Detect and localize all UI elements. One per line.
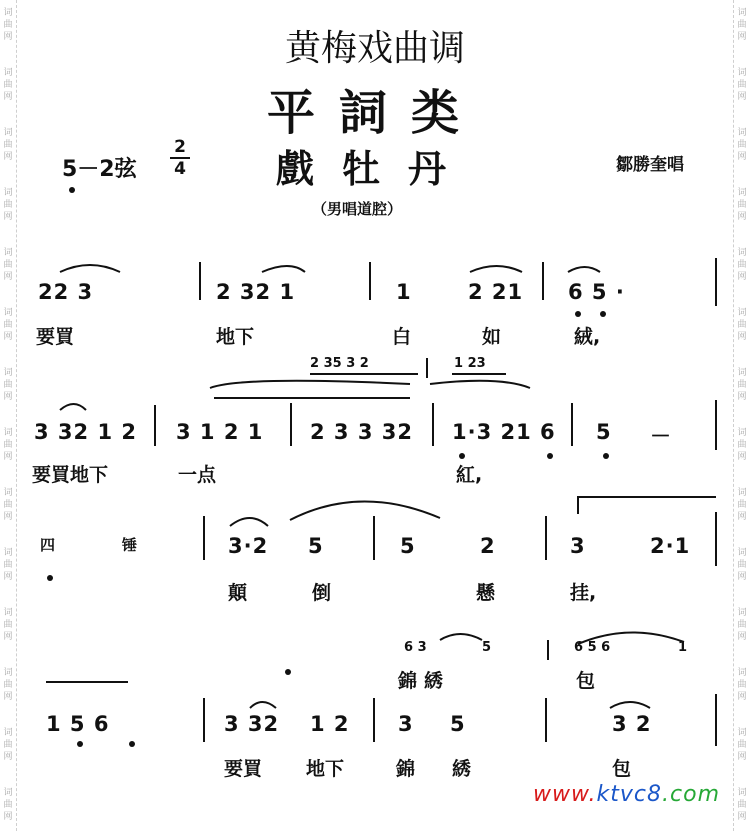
- watermark-char: 曲: [3, 20, 13, 30]
- watermark-char: 网: [737, 392, 747, 402]
- notes-measure-10: 3·2: [228, 534, 269, 558]
- notes-measure-3b: 2 21: [468, 280, 524, 304]
- percussion-label: 四: [40, 536, 56, 554]
- notes-measure-7: 2 3 3 32: [310, 420, 413, 444]
- lyric: 地下: [216, 326, 255, 348]
- piece-title: 戲牡丹: [275, 146, 474, 191]
- lyric: 懸: [476, 582, 496, 604]
- watermark-char: 词: [737, 548, 747, 558]
- notes-measure-9: 5: [596, 420, 612, 444]
- watermark-char: 曲: [3, 680, 13, 690]
- watermark-char: 词: [737, 368, 747, 378]
- watermark-char: 网: [3, 632, 13, 642]
- lyric: 紅,: [456, 464, 483, 486]
- octave-dots: [47, 187, 609, 747]
- watermark-char: 曲: [3, 140, 13, 150]
- watermark-char: 网: [3, 572, 13, 582]
- watermark-char: 曲: [737, 680, 747, 690]
- watermark-char: 词: [737, 428, 747, 438]
- upper-notes: 1: [678, 640, 688, 655]
- notes-measure-11: 5: [400, 534, 416, 558]
- time-signature-bottom: 4: [174, 159, 186, 179]
- watermark-char: 曲: [3, 620, 13, 630]
- watermark-char: 词: [3, 128, 13, 138]
- watermark-char: 词: [737, 128, 747, 138]
- watermark-char: 词: [3, 608, 13, 618]
- watermark-char: 曲: [3, 440, 13, 450]
- watermark-char: 词: [737, 728, 747, 738]
- watermark-char: 网: [3, 692, 13, 702]
- watermark-char: 曲: [737, 560, 747, 570]
- watermark-char: 网: [737, 632, 747, 642]
- notes-measure-15: 3: [398, 712, 414, 736]
- watermark-char: 网: [3, 332, 13, 342]
- watermark-char: 网: [737, 212, 747, 222]
- watermark-char: 网: [737, 512, 747, 522]
- watermark-char: 词: [3, 248, 13, 258]
- upper-lyric: 錦: [398, 670, 418, 692]
- watermark-char: 词: [737, 668, 747, 678]
- upper-notes: 5: [482, 640, 492, 655]
- watermark-char: 曲: [737, 800, 747, 810]
- watermark-char: 曲: [3, 320, 13, 330]
- watermark-char: 词: [3, 548, 13, 558]
- watermark-char: 词: [3, 668, 13, 678]
- watermark-char: 曲: [737, 260, 747, 270]
- lyric: 絨,: [574, 326, 601, 348]
- lyric: 如: [482, 326, 502, 348]
- watermark-char: 曲: [737, 320, 747, 330]
- lyric: 白: [392, 326, 412, 348]
- lyric: 要買: [36, 326, 75, 348]
- watermark-char: 曲: [3, 260, 13, 270]
- watermark-char: 网: [3, 512, 13, 522]
- watermark-char: 网: [3, 392, 13, 402]
- lyric: 地下: [306, 758, 345, 780]
- slurs: [46, 265, 716, 708]
- watermark-char: 网: [3, 272, 13, 282]
- upper-notes: 6 5 6: [574, 640, 611, 655]
- notes-measure-16: 3 2: [612, 712, 652, 736]
- watermark-char: 网: [737, 332, 747, 342]
- watermark-char: 词: [3, 68, 13, 78]
- notes-measure-11b: 2: [480, 534, 496, 558]
- notes-measure-4: 6 5 ·: [568, 280, 625, 304]
- lyric: 錦: [396, 758, 416, 780]
- watermark-char: 曲: [3, 200, 13, 210]
- watermark-char: 曲: [737, 440, 747, 450]
- watermark-char: 网: [737, 752, 747, 762]
- notes-measure-12b: 2·1: [650, 534, 691, 558]
- watermark-char: 曲: [3, 380, 13, 390]
- watermark-char: 词: [737, 68, 747, 78]
- singer-credit: 鄒勝奎唱: [616, 155, 684, 175]
- watermark-char: 曲: [737, 740, 747, 750]
- watermark-char: 网: [737, 92, 747, 102]
- watermark-char: 曲: [3, 560, 13, 570]
- notes-measure-14b: 1 2: [310, 712, 350, 736]
- watermark-char: 词: [3, 428, 13, 438]
- watermark-char: 网: [737, 812, 747, 822]
- lyric: 要買: [224, 758, 263, 780]
- notes-measure-2: 2 32 1: [216, 280, 296, 304]
- watermark-char: 词: [737, 248, 747, 258]
- watermark-char: 词: [737, 188, 747, 198]
- notes-measure-5: 3 32 1 2: [34, 420, 137, 444]
- watermark-char: 词: [3, 308, 13, 318]
- watermark-char: 网: [737, 572, 747, 582]
- watermark-char: 网: [737, 272, 747, 282]
- time-signature-top: 2: [174, 137, 186, 157]
- watermark-char: 曲: [737, 140, 747, 150]
- upper-lyric: 綉: [424, 670, 444, 692]
- watermark-char: 网: [737, 692, 747, 702]
- watermark-char: 网: [3, 452, 13, 462]
- key-signature: 5－2弦: [62, 157, 137, 182]
- watermark-char: 网: [737, 32, 747, 42]
- lyric: 綉: [452, 758, 472, 780]
- watermark-char: 曲: [3, 80, 13, 90]
- notes-measure-12: 3: [570, 534, 586, 558]
- watermark-char: 网: [737, 452, 747, 462]
- upper-notes: 2 35 3 2: [310, 356, 369, 371]
- upper-lyric: 包: [576, 670, 596, 692]
- lyric: 一点: [178, 464, 217, 486]
- lyric: 包: [612, 758, 632, 780]
- watermark-char: 网: [3, 92, 13, 102]
- watermark-char: 词: [737, 308, 747, 318]
- watermark-char: 曲: [3, 740, 13, 750]
- lyric: 倒: [312, 582, 332, 604]
- notes-measure-6: 3 1 2 1: [176, 420, 264, 444]
- watermark-char: 词: [3, 788, 13, 798]
- watermark-char: 词: [737, 788, 747, 798]
- notes-measure-13: 1 5 6: [46, 712, 110, 736]
- watermark-char: 曲: [737, 200, 747, 210]
- site-watermark: [533, 782, 720, 807]
- watermark-char: 词: [3, 488, 13, 498]
- watermark-char: 曲: [737, 380, 747, 390]
- upper-notes: 1 23: [454, 356, 486, 371]
- lyric: 顛: [228, 582, 248, 604]
- watermark-char: 词: [3, 368, 13, 378]
- watermark-char: 词: [737, 8, 747, 18]
- page-title: 黄梅戏曲调: [284, 28, 465, 69]
- watermark-char: 词: [737, 488, 747, 498]
- beams: [214, 374, 506, 398]
- percussion-label: 锤: [122, 536, 138, 554]
- lyric: 要買地下: [32, 464, 109, 486]
- watermark-char: 网: [737, 152, 747, 162]
- notes-measure-10b: 5: [308, 534, 324, 558]
- watermark-char: 曲: [3, 500, 13, 510]
- watermark-char: 词: [3, 8, 13, 18]
- watermark-char: 词: [3, 188, 13, 198]
- lyric: 挂,: [570, 582, 597, 604]
- watermark-char: 曲: [737, 20, 747, 30]
- watermark-char: 网: [3, 212, 13, 222]
- notes-measure-8: 1·3 21 6: [452, 420, 556, 444]
- watermark-char: 网: [3, 812, 13, 822]
- sustain-dash: －: [650, 424, 672, 448]
- upper-notes: 6 3: [404, 640, 427, 655]
- watermark-char: 曲: [737, 80, 747, 90]
- category-title: 平詞类: [266, 85, 483, 141]
- notes-measure-3a: 1: [396, 280, 412, 304]
- site-prefix: www.: [532, 782, 597, 807]
- singing-note: （男唱道腔）: [312, 200, 403, 218]
- watermark-char: 网: [3, 752, 13, 762]
- watermark-char: 词: [737, 608, 747, 618]
- notes-measure-15b: 5: [450, 712, 466, 736]
- watermark-char: 曲: [3, 800, 13, 810]
- notes-measure-1: 22 3: [38, 280, 94, 304]
- notes-measure-14: 3 32: [224, 712, 280, 736]
- watermark-char: 词: [3, 728, 13, 738]
- site-suffix: .com: [662, 782, 720, 807]
- site-name: ktvc8: [596, 782, 663, 807]
- watermark-char: 网: [3, 32, 13, 42]
- watermark-char: 网: [3, 152, 13, 162]
- watermark-char: 曲: [737, 500, 747, 510]
- watermark-char: 曲: [737, 620, 747, 630]
